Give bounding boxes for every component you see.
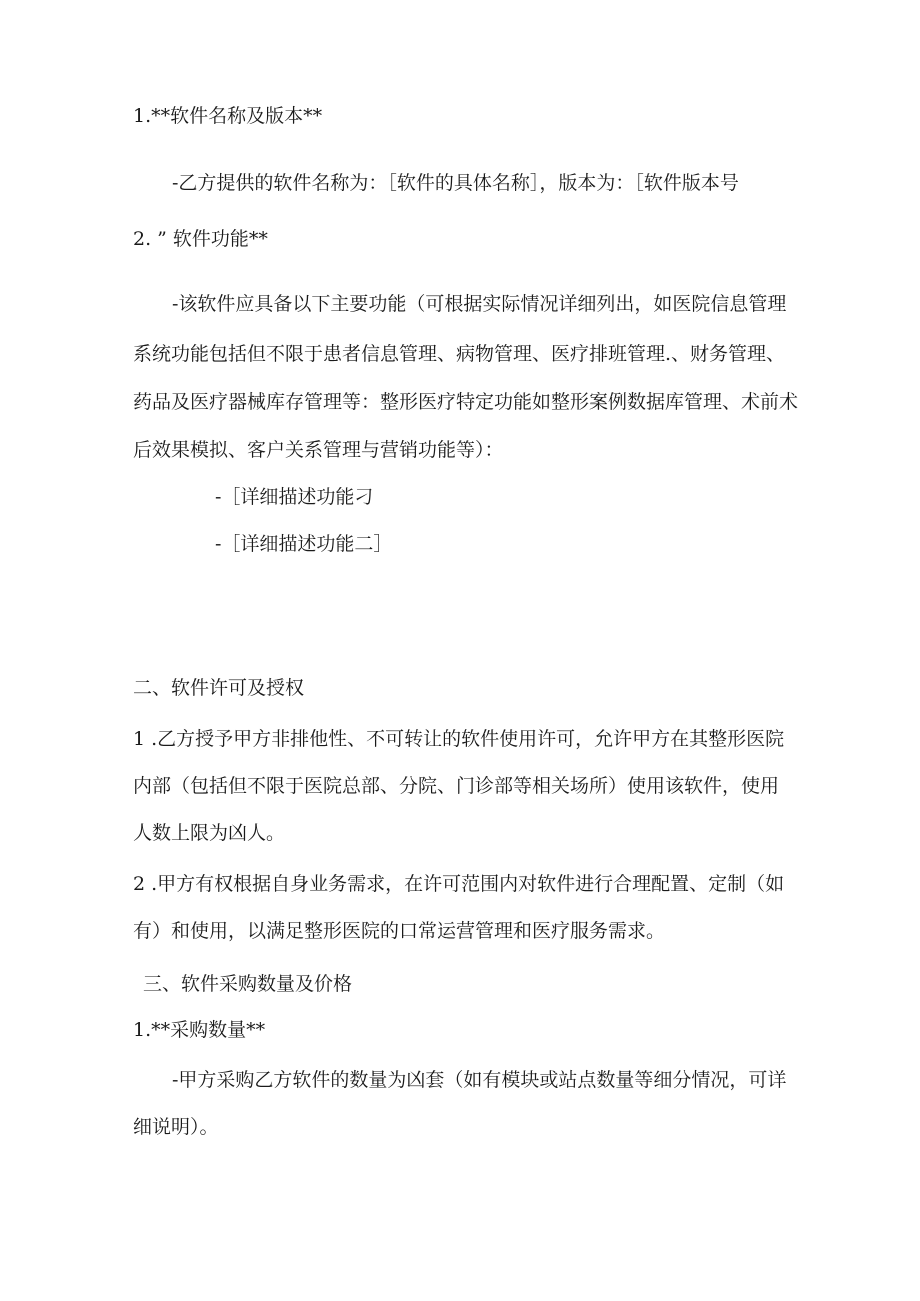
section2-item1-line-1: 1 .乙方授予甲方非排他性、不可转让的软件使用许可，允许甲方在其整形医院	[133, 728, 785, 750]
section3-item1-body-line-1: -甲方采购乙方软件的数量为凶套（如有模块或站点数量等细分情况，可详	[172, 1069, 787, 1091]
section1-item2-body-line-3: 药品及医疗器械库存管理等：整形医疗特定功能如整形案例数据库管理、术前术	[133, 391, 799, 413]
section1-item2-sub-item: -［详细描述功能刁	[215, 486, 374, 508]
section3-item1-body-line-2: 细说明）。	[133, 1116, 219, 1138]
section1-item2-heading: 2. ” 软件功能**	[133, 228, 268, 250]
section2-item2-line-2: 有）和使用，以满足整形医院的口常运营管理和医疗服务需求。	[133, 920, 666, 942]
section2-item1-line-3: 人数上限为凶人。	[133, 822, 286, 844]
section1-item2-body-line-1: -该软件应具备以下主要功能（可根据实际情况详细列出，如医院信息管理	[172, 293, 787, 315]
section2-item1-line-2: 内部（包括但不限于医院总部、分院、门诊部等相关场所）使用该软件，使用	[133, 775, 780, 797]
section1-item2-sub-item: -［详细描述功能二］	[215, 533, 393, 555]
section1-item1-body: -乙方提供的软件名称为：［软件的具体名称］，版本为：［软件版本号	[172, 172, 739, 194]
section1-item2-body-line-2: 系统功能包括但不限于患者信息管理、病物管理、医疗排班管理.、财务管理、	[133, 343, 786, 365]
section2-item2-line-1: 2 .甲方有权根据自身业务需求，在许可范围内对软件进行合理配置、定制（如	[133, 873, 785, 895]
section3-item1-heading: 1.**采购数量**	[133, 1019, 266, 1041]
section1-item2-body-line-4: 后效果模拟、客户关系管理与营销功能等）：	[133, 439, 504, 461]
section1-item1-heading: 1.**软件名称及版本**	[133, 105, 323, 127]
section2-heading: 二、软件许可及授权	[133, 677, 305, 699]
section3-heading: 三、软件采购数量及价格	[143, 973, 353, 995]
